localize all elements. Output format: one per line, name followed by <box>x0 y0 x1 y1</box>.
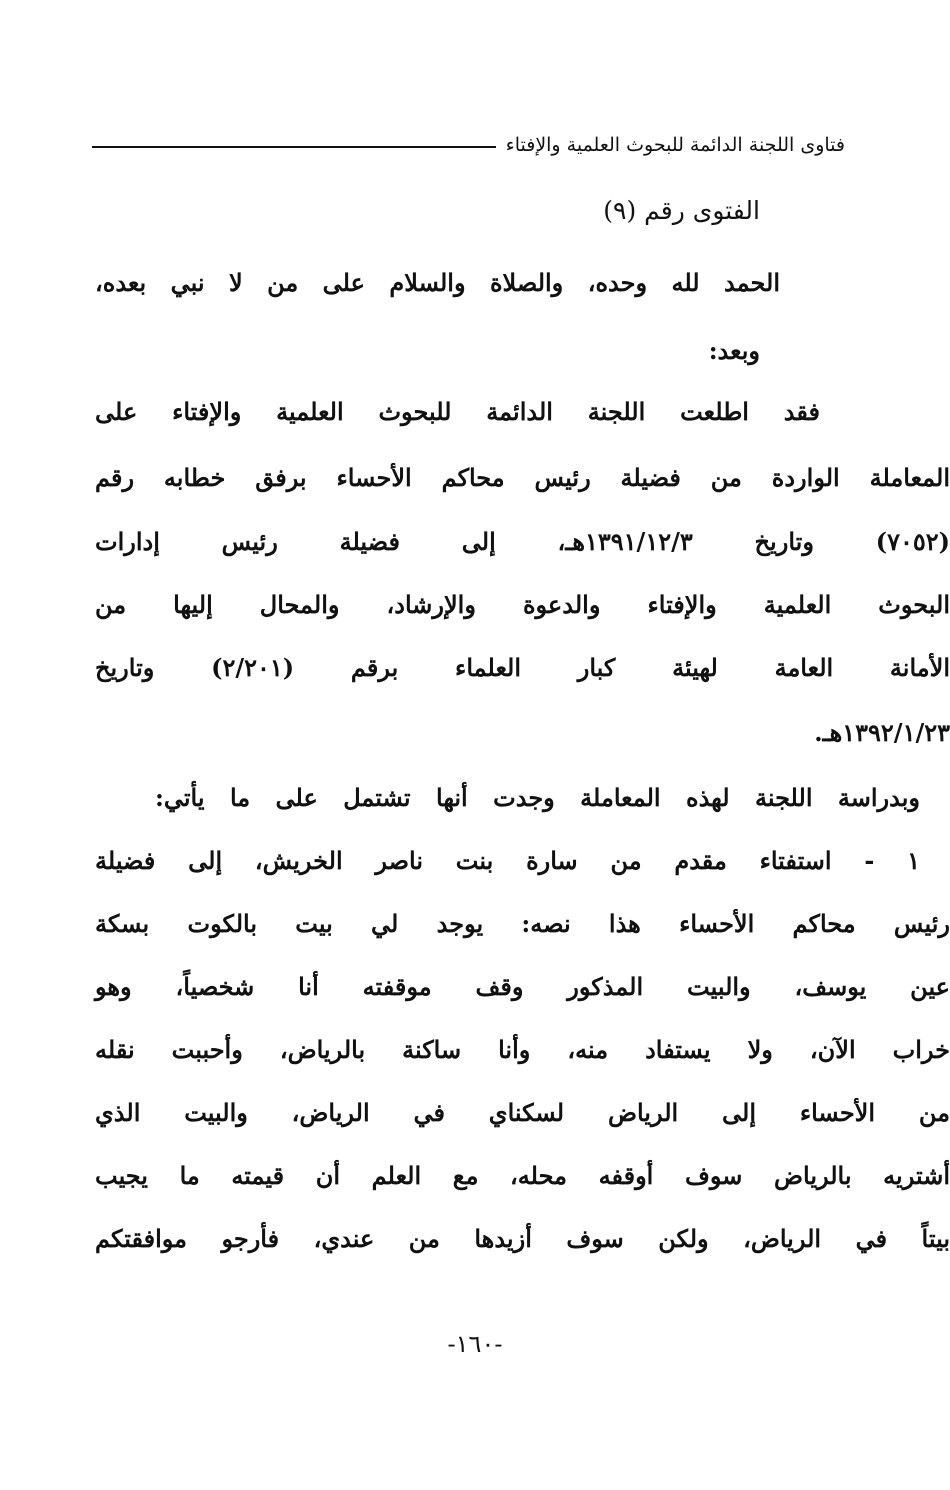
text-line: ١٣٩٢/١/٢٣هـ. <box>814 718 950 747</box>
text-line: الأمانة العامة لهيئة كبار العلماء برقم (٢/٢٠١) وتاريخ <box>95 653 950 682</box>
running-header <box>92 128 845 162</box>
text-line: فقد اطلعت اللجنة الدائمة للبحوث العلمية والإفتاء على <box>95 397 820 426</box>
text-line: الحمد لله وحده، والصلاة والسلام على من لا نبي بعده، <box>95 268 781 297</box>
fatwa-number-heading: الفتوى رقم (٩) <box>603 196 760 225</box>
text-line: بيتاً في الرياض، ولكن سوف أزيدها من عندي، فأرجو موافقتكم <box>95 1224 950 1253</box>
text-line: من الأحساء إلى الرياض لسكناي في الرياض، والبيت الذي <box>95 1098 950 1127</box>
text-line: أشتريه بالرياض سوف أوقفه محله، مع العلم أن قيمته ما يجيب <box>95 1161 950 1190</box>
text-line: (٧٠٥٢) وتاريخ ١٣٩١/١٢/٣هـ، إلى فضيلة رئيس إدارات <box>95 527 950 556</box>
text-line: البحوث العلمية والإفتاء والدعوة والإرشاد، والمحال إليها من <box>95 590 950 619</box>
text-line: المعاملة الواردة من فضيلة رئيس محاكم الأحساء برفق خطابه رقم <box>95 463 950 492</box>
text-line: ١ - استفتاء مقدم من سارة بنت ناصر الخريش، إلى فضيلة <box>95 846 921 875</box>
text-line: رئيس محاكم الأحساء هذا نصه: يوجد لي بيت بالكوت بسكة <box>95 909 950 938</box>
running-header-title: فتاوى اللجنة الدائمة للبحوث العلمية والإفتاء <box>505 134 845 156</box>
text-line: وبدراسة اللجنة لهذه المعاملة وجدت أنها تشتمل على ما يأتي: <box>155 783 920 812</box>
text-line: وبعد: <box>708 336 760 365</box>
header-rule <box>92 146 496 148</box>
text-line: خراب الآن، ولا يستفاد منه، وأنا ساكنة بالرياض، وأحببت نقله <box>95 1035 950 1064</box>
page-number: -١٦٠- <box>447 1330 503 1358</box>
text-line: عين يوسف، والبيت المذكور وقف موقفته أنا شخصياً، وهو <box>95 972 950 1001</box>
